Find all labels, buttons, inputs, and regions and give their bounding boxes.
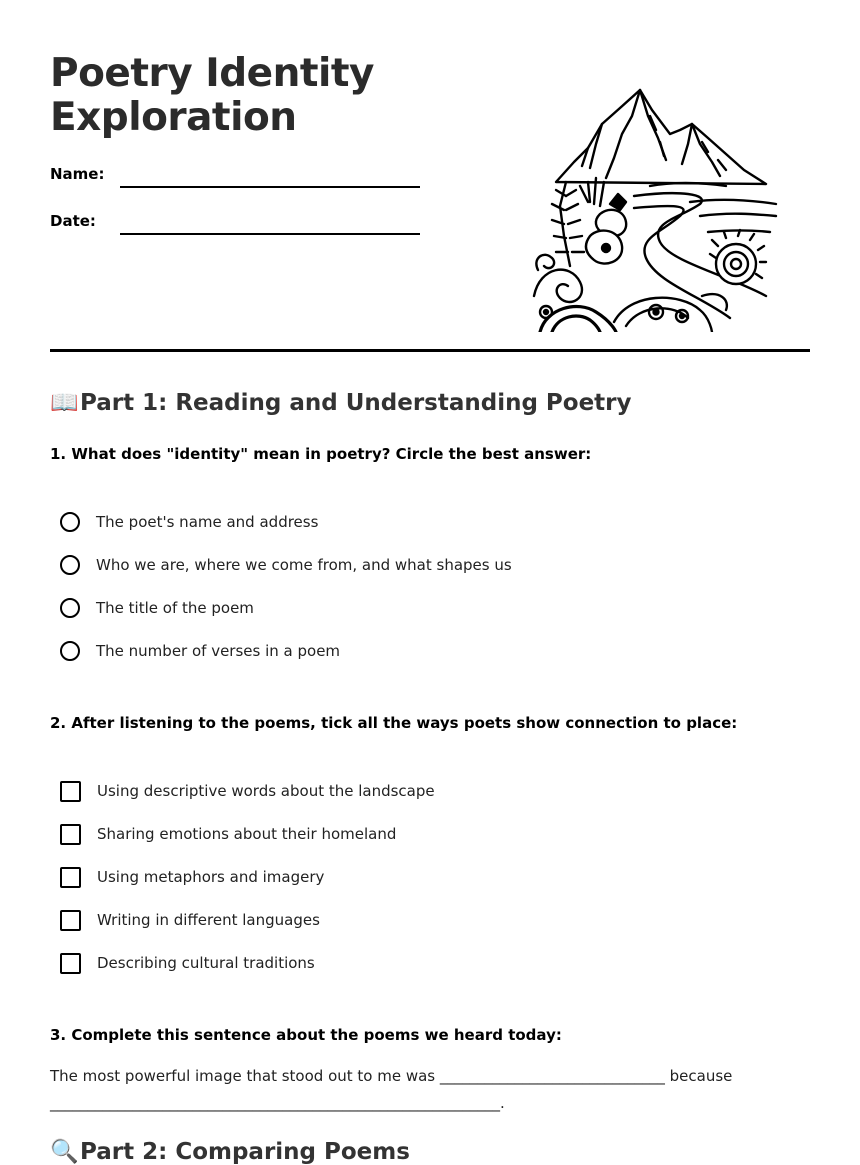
radio-circle[interactable] [60,512,80,532]
q1-option-1[interactable] [60,510,318,534]
option-label: Using metaphors and imagery [97,868,325,886]
q2-option-1[interactable] [60,779,435,803]
mountain-landscape-illustration [530,86,790,332]
title-line-2: Exploration [50,95,297,140]
page-title [50,52,470,140]
q2-option-3[interactable] [60,865,324,889]
part1-heading [50,389,632,416]
q1-option-2[interactable] [60,553,512,577]
date-field[interactable] [120,233,420,235]
option-label: Writing in different languages [97,911,320,929]
checkbox[interactable] [60,867,81,888]
question-2: 2. After listening to the poems, tick all the ways poets show connection to place: [50,714,738,732]
date-label: Date: [50,212,96,230]
option-label: Sharing emotions about their homeland [97,825,397,843]
option-label: The number of verses in a poem [96,642,341,660]
q2-option-5[interactable] [60,951,315,975]
q3-sentence-line-2[interactable]: ____________________________________________________________. [50,1094,505,1112]
open-book-icon: 📖 [50,390,79,416]
magnifier-icon: 🔍 [50,1139,79,1165]
checkbox[interactable] [60,910,81,931]
part1-title: Part 1: Reading and Understanding Poetry [80,390,632,416]
option-label: The title of the poem [96,599,254,617]
q2-option-2[interactable] [60,822,396,846]
question-3: 3. Complete this sentence about the poems we heard today: [50,1026,562,1044]
q2-option-4[interactable] [60,908,320,932]
title-line-1: Poetry Identity [50,51,374,96]
worksheet-page [50,0,810,1165]
checkbox[interactable] [60,781,81,802]
part2-title: Part 2: Comparing Poems [80,1139,410,1165]
option-label: Describing cultural traditions [97,954,315,972]
checkbox[interactable] [60,824,81,845]
q1-option-3[interactable] [60,596,254,620]
option-label: Who we are, where we come from, and what shapes us [96,556,512,574]
name-label: Name: [50,165,105,183]
radio-circle[interactable] [60,598,80,618]
q1-option-4[interactable] [60,639,340,663]
checkbox[interactable] [60,953,81,974]
question-1: 1. What does "identity" mean in poetry? Circle the best answer: [50,445,592,463]
option-label: The poet's name and address [96,513,319,531]
radio-circle[interactable] [60,555,80,575]
q3-sentence-line-1[interactable]: The most powerful image that stood out to me was ______________________________ because [50,1067,733,1085]
option-label: Using descriptive words about the landscape [97,782,435,800]
header-divider [50,349,810,352]
name-field[interactable] [120,186,420,188]
radio-circle[interactable] [60,641,80,661]
